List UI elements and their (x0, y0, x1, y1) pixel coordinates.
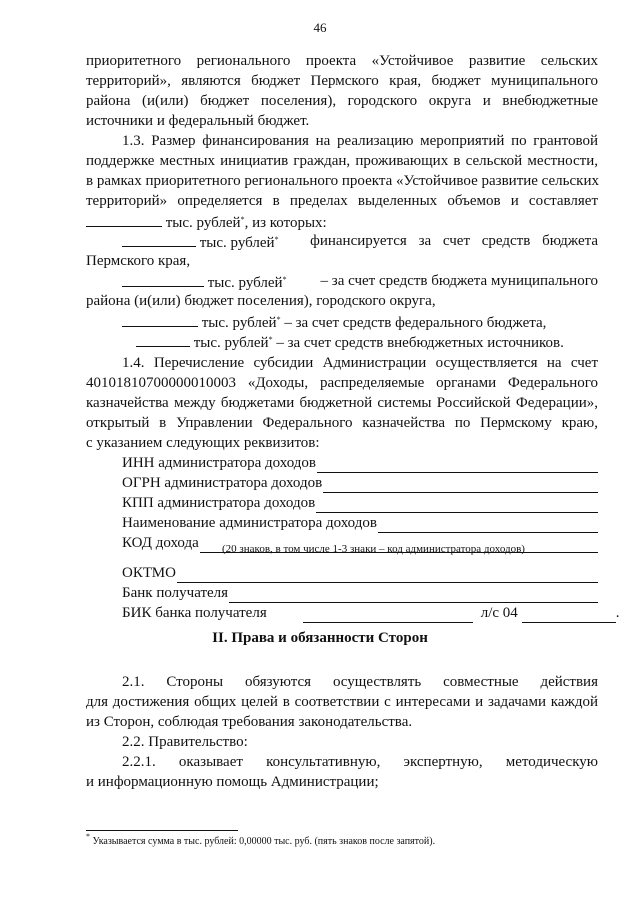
amount-total-blank (86, 212, 162, 227)
amount-federal-blank (122, 312, 198, 327)
ogrn-blank (323, 478, 598, 493)
amount-extra-line: тыс. рублей* – за счет средств внебюджетных источников. (136, 332, 612, 353)
clause-1-4-line: 1.4. Перечисление субсидии Администрации осуществляется на счет (122, 355, 598, 371)
clause-1-3-line: 1.3. Размер финансирования на реализацию мероприятий по грантовой (122, 133, 598, 149)
ogrn-field: ОГРН администратора доходов (122, 474, 598, 493)
inn-field: ИНН администратора доходов (122, 454, 598, 473)
paragraph-line: приоритетного регионального проекта «Устойчивое развитие сельских (86, 53, 598, 69)
clause-1-3-line: территорий» определяется в пределах выделенных объемов и составляет (86, 193, 598, 209)
clause-2-1-line: 2.1. Стороны обязуются осуществлять совместные действия (122, 674, 598, 690)
paragraph-line: источники и федеральный бюджет. (86, 113, 310, 129)
amount-federal-line: тыс. рублей* – за счет средств федерального бюджета, (122, 312, 598, 333)
clause-2-1-line: из Сторон, соблюдая требования законодательства. (86, 714, 413, 730)
admin-name-blank (378, 518, 598, 533)
income-code-field: КОД дохода (122, 534, 598, 553)
amount-extra-blank (136, 332, 190, 347)
clause-2-2: 2.2. Правительство: (122, 734, 248, 750)
oktmo-field: ОКТМО (122, 564, 598, 583)
clause-1-3-line: в рамках приоритетного регионального проекта «Устойчивое развитие сельских (86, 173, 599, 189)
section-title: II. Права и обязанности Сторон (212, 630, 428, 646)
footnote: * Указывается сумма в тыс. рублей: 0,00000 тыс. руб. (пять знаков после запятой). (86, 832, 436, 847)
amount-municipal-cont: района (и(или) бюджет поселения), городского округа, (86, 293, 436, 309)
kpp-blank (316, 498, 598, 513)
bank-blank (229, 588, 598, 603)
footnote-divider (86, 830, 238, 831)
bank-field: Банк получателя (122, 584, 598, 603)
amount-municipal-line: тыс. рублей* – за счет средств бюджета муниципального (122, 272, 598, 293)
clause-2-2-1-line: и информационную помощь Администрации; (86, 774, 379, 790)
kpp-field: КПП администратора доходов (122, 494, 598, 513)
clause-1-3-line: поддержке местных инициатив граждан, проживающих в сельской местности, (86, 153, 598, 169)
clause-2-2-1-line: 2.2.1. оказывает консультативную, экспертную, методическую (122, 754, 598, 770)
clause-1-4-line: казначейства между бюджетами бюджетной системы Российской Федерации», (86, 395, 598, 411)
paragraph-line: района (и(или) бюджет поселения), городского округа и внебюджетные (86, 93, 598, 109)
amount-total-line: тыс. рублей*, из которых: (86, 212, 598, 233)
admin-name-field: Наименование администратора доходов (122, 514, 598, 533)
income-code-note: (20 знаков, в том числе 1-3 знаки – код администратора доходов) (222, 543, 525, 555)
page-number: 46 (313, 20, 327, 35)
bik-field: БИК банка получателя л/с 04 . (122, 605, 620, 621)
paragraph-line: территорий», являются бюджет Пермского края, бюджет муниципального (86, 73, 598, 89)
amount-municipal-blank (122, 272, 204, 287)
clause-2-1-line: для достижения общих целей в соответствии с интересами и задачами каждой (86, 694, 598, 710)
clause-1-4-line: открытый в Управлении Федерального казначейства по Пермскому краю, (86, 415, 598, 431)
clause-1-4-line: с указанием следующих реквизитов: (86, 435, 320, 451)
inn-blank (317, 458, 598, 473)
oktmo-blank (177, 568, 598, 583)
amount-regional-blank (122, 232, 196, 247)
clause-1-4-line: 40101810700000010003 «Доходы, распределяемые органами Федерального (86, 375, 598, 391)
amount-regional-line: тыс. рублей* финансируется за счет средств бюджета (122, 232, 598, 253)
amount-regional-cont: Пермского края, (86, 253, 191, 269)
account-blank (522, 608, 616, 623)
bik-blank (303, 608, 473, 623)
